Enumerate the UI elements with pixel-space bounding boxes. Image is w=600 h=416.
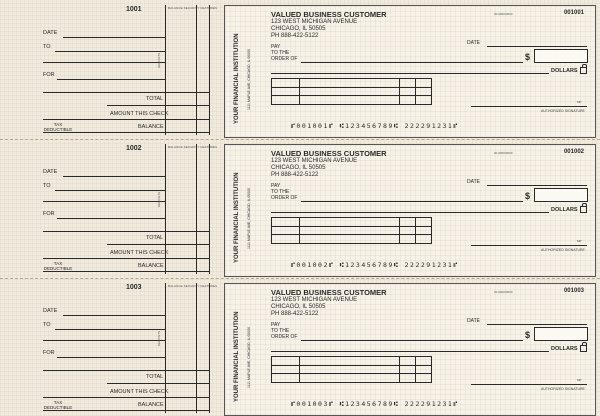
perforation-line (0, 278, 600, 279)
grid-col-line (415, 79, 416, 104)
check-date-line (487, 46, 587, 47)
stub-for-label: FOR (43, 350, 55, 356)
stub-for-label: FOR (43, 72, 55, 78)
customer-address-line2: CHICAGO, IL 50505 (271, 165, 326, 171)
customer-address-line1: 123 WEST MICHIGAN AVENUE (271, 19, 358, 25)
stub-for-line (57, 79, 165, 80)
pay-label: PAY (271, 44, 281, 50)
check-date-label: DATE (467, 318, 480, 324)
check-number: 001001 (563, 10, 584, 16)
stub-amount-this-check-label: AMOUNT THIS CHECK (110, 111, 169, 117)
authorized-signature-label: AUTHORIZED SIGNATURE (541, 248, 585, 252)
grid-col-line (299, 218, 300, 243)
check-number: 001003 (563, 288, 584, 294)
check-date-line (487, 185, 587, 186)
customer-address-line2: CHICAGO, IL 50505 (271, 26, 326, 32)
check-date-line (487, 324, 587, 325)
stub-divider (209, 144, 210, 274)
check-stub (0, 139, 218, 278)
stub-divider (209, 283, 210, 413)
check-stub (0, 278, 218, 416)
stub-row-line (43, 258, 209, 259)
stub-divider (196, 5, 197, 135)
customer-name: VALUED BUSINESS CUSTOMER (271, 149, 387, 158)
customer-phone: PH 888-422-5122 (271, 172, 319, 178)
stub-row-line (43, 410, 209, 411)
written-amount-line (271, 212, 549, 213)
grid-row-line (272, 365, 431, 366)
grid-col-line (299, 357, 300, 382)
stub-deposits-label: DEPOSITS (157, 52, 161, 68)
grid-col-line (299, 79, 300, 104)
dollars-label: DOLLARS (551, 346, 578, 352)
stub-row-line (107, 105, 209, 106)
dollar-sign: $ (525, 52, 531, 62)
signature-line (471, 245, 587, 246)
stub-for-label: FOR (43, 211, 55, 217)
micr-line: ⑈001003⑈ ⑆123456789⑆ 222291231⑈ (291, 400, 459, 408)
stub-amount-this-check-label: AMOUNT THIS CHECK (110, 250, 169, 256)
routing-fraction: 00-0000/0000 (494, 290, 513, 294)
authorized-signature-label: AUTHORIZED SIGNATURE (541, 109, 585, 113)
stub-balance-label: BALANCE (138, 263, 164, 269)
stub-to-line (55, 329, 165, 330)
grid-row-line (272, 95, 431, 96)
financial-institution-address: 1111 MAPLE AVE, CHICAGO, IL 00000 (247, 48, 251, 110)
stub-total-label: TOTAL (146, 96, 164, 102)
stub-deposits-label: DEPOSITS (157, 330, 161, 346)
customer-name: VALUED BUSINESS CUSTOMER (271, 288, 387, 297)
payee-line (301, 340, 523, 341)
stub-total-label: TOTAL (146, 374, 164, 380)
stub-number: 1001 (126, 6, 142, 13)
check-stub (0, 0, 218, 139)
grid-row-line (272, 373, 431, 374)
amount-box (534, 327, 588, 341)
stub-security-text: BALANCE SECURITY FEATURES (168, 145, 218, 149)
written-amount-line (271, 73, 549, 74)
stub-total-label: TOTAL (146, 235, 164, 241)
stub-to-label: TO (43, 44, 51, 50)
stub-security-text: BALANCE SECURITY FEATURES (168, 6, 218, 10)
grid-col-line (415, 357, 416, 382)
stub-row-line (107, 244, 209, 245)
stub-to-line-2 (43, 201, 165, 202)
customer-address-line1: 123 WEST MICHIGAN AVENUE (271, 158, 358, 164)
grid-col-line (399, 218, 400, 243)
check-date-label: DATE (467, 40, 480, 46)
check-face (224, 144, 596, 277)
stub-tax-deductible-label: TAX DEDUCTIBLE (43, 122, 73, 132)
financial-institution-name: YOUR FINANCIAL INSTITUTION (234, 172, 240, 263)
stub-row-line (43, 370, 209, 371)
customer-address-line2: CHICAGO, IL 50505 (271, 304, 326, 310)
stub-row-line (43, 231, 209, 232)
signature-line (471, 106, 587, 107)
routing-fraction: 00-0000/0000 (494, 12, 513, 16)
stub-number: 1003 (126, 284, 142, 291)
dollar-sign: $ (525, 191, 531, 201)
authorized-signature-label: AUTHORIZED SIGNATURE (541, 387, 585, 391)
lock-icon (580, 206, 587, 213)
financial-institution-address: 1111 MAPLE AVE, CHICAGO, IL 00000 (247, 326, 251, 388)
check-number: 001002 (563, 149, 584, 155)
stub-to-label: TO (43, 322, 51, 328)
amount-box (534, 49, 588, 63)
grid-row-line (272, 226, 431, 227)
memo-grid (271, 356, 432, 383)
to-the-order-of-label: TO THE ORDER OF (271, 189, 298, 201)
memo-grid (271, 78, 432, 105)
amount-box (534, 188, 588, 202)
customer-name: VALUED BUSINESS CUSTOMER (271, 10, 387, 19)
check-face (224, 283, 596, 416)
stub-number: 1002 (126, 145, 142, 152)
grid-row-line (272, 87, 431, 88)
grid-row-line (272, 234, 431, 235)
stub-tax-deductible-label: TAX DEDUCTIBLE (43, 400, 73, 410)
stub-date-line (63, 315, 165, 316)
customer-phone: PH 888-422-5122 (271, 33, 319, 39)
stub-to-line (55, 190, 165, 191)
micr-line: ⑈001001⑈ ⑆123456789⑆ 222291231⑈ (291, 122, 459, 130)
stub-date-line (63, 37, 165, 38)
stub-for-line (57, 218, 165, 219)
pay-label: PAY (271, 183, 281, 189)
dollars-label: DOLLARS (551, 207, 578, 213)
stub-row-line (43, 271, 209, 272)
mp-security-mark: MP (577, 100, 582, 104)
stub-divider (196, 283, 197, 413)
stub-row-line (43, 132, 209, 133)
stub-row-line (43, 92, 209, 93)
stub-tax-deductible-label: TAX DEDUCTIBLE (43, 261, 73, 271)
to-the-order-of-label: TO THE ORDER OF (271, 50, 298, 62)
micr-line: ⑈001002⑈ ⑆123456789⑆ 222291231⑈ (291, 261, 459, 269)
grid-col-line (399, 357, 400, 382)
stub-row-line (43, 119, 209, 120)
pay-label: PAY (271, 322, 281, 328)
stub-amount-this-check-label: AMOUNT THIS CHECK (110, 389, 169, 395)
dollars-label: DOLLARS (551, 68, 578, 74)
stub-deposits-label: DEPOSITS (157, 191, 161, 207)
stub-date-line (63, 176, 165, 177)
payee-line (301, 201, 523, 202)
check-date-label: DATE (467, 179, 480, 185)
stub-divider (209, 5, 210, 135)
stub-divider (196, 144, 197, 274)
financial-institution-name: YOUR FINANCIAL INSTITUTION (234, 33, 240, 124)
stub-date-label: DATE (43, 308, 58, 314)
mp-security-mark: MP (577, 239, 582, 243)
signature-line (471, 384, 587, 385)
financial-institution-name: YOUR FINANCIAL INSTITUTION (234, 311, 240, 402)
stub-to-label: TO (43, 183, 51, 189)
memo-grid (271, 217, 432, 244)
check-face (224, 5, 596, 138)
perforation-line (0, 139, 600, 140)
check-panel (0, 278, 600, 416)
stub-row-line (107, 383, 209, 384)
routing-fraction: 00-0000/0000 (494, 151, 513, 155)
stub-date-label: DATE (43, 169, 58, 175)
check-panel (0, 139, 600, 278)
stub-to-line-2 (43, 62, 165, 63)
customer-phone: PH 888-422-5122 (271, 311, 319, 317)
lock-icon (580, 67, 587, 74)
customer-address-line1: 123 WEST MICHIGAN AVENUE (271, 297, 358, 303)
check-panel (0, 0, 600, 139)
financial-institution-address: 1111 MAPLE AVE, CHICAGO, IL 00000 (247, 187, 251, 249)
written-amount-line (271, 351, 549, 352)
stub-to-line-2 (43, 340, 165, 341)
grid-col-line (415, 218, 416, 243)
payee-line (301, 62, 523, 63)
dollar-sign: $ (525, 330, 531, 340)
stub-to-line (55, 51, 165, 52)
grid-col-line (399, 79, 400, 104)
to-the-order-of-label: TO THE ORDER OF (271, 328, 298, 340)
stub-for-line (57, 357, 165, 358)
mp-security-mark: MP (577, 378, 582, 382)
stub-date-label: DATE (43, 30, 58, 36)
stub-balance-label: BALANCE (138, 124, 164, 130)
stub-balance-label: BALANCE (138, 402, 164, 408)
stub-security-text: BALANCE SECURITY FEATURES (168, 284, 218, 288)
lock-icon (580, 345, 587, 352)
stub-row-line (43, 397, 209, 398)
